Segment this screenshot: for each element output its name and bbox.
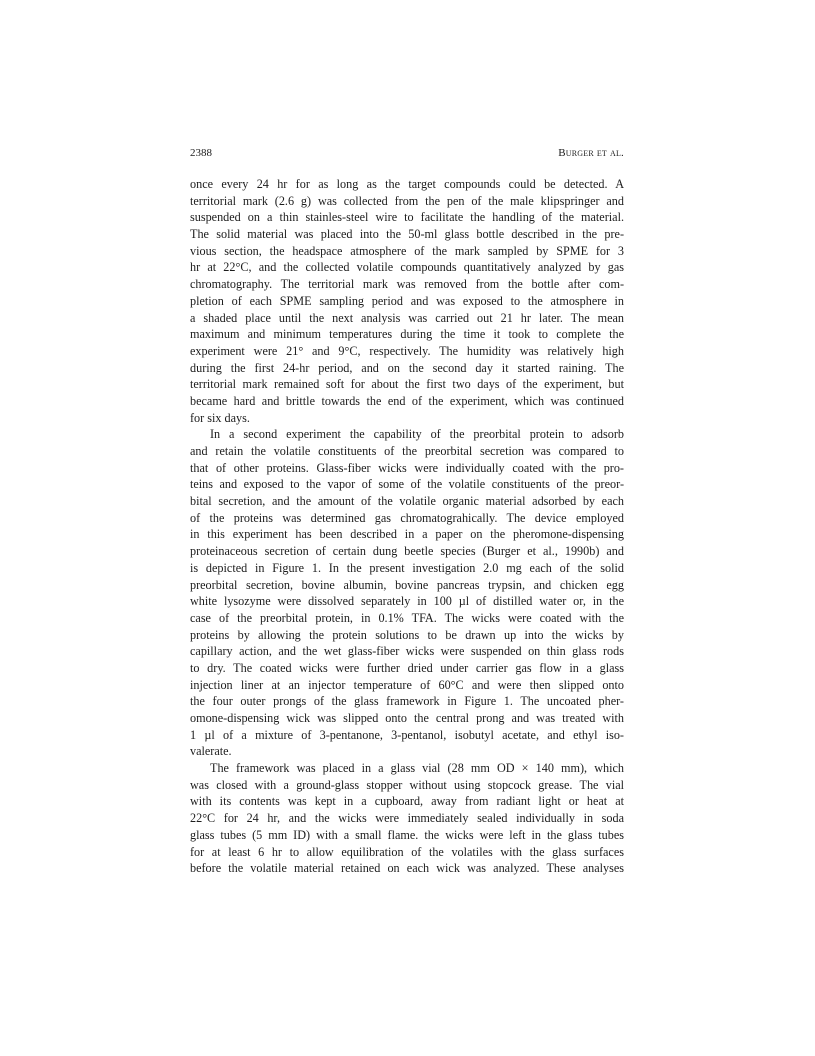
text-line: that of other proteins. Glass-fiber wicks were individually coated with the pro- <box>190 460 624 475</box>
text-line: preorbital secretion, bovine albumin, bovine pancreas trypsin, and chicken egg <box>190 577 624 592</box>
text-line: capillary action, and the wet glass-fiber wicks were suspended on thin glass rods <box>190 644 624 659</box>
text-line: is depicted in Figure 1. In the present investigation 2.0 mg each of the solid <box>190 560 624 575</box>
text-line: maximum and minimum temperatures during the time it took to complete the <box>190 327 624 342</box>
paragraph-first-line: In a second experiment the capability of the preorbital protein to adsorb <box>210 427 624 442</box>
paragraph-first-line: The framework was placed in a glass vial (28 mm OD × 140 mm), which <box>210 761 624 776</box>
text-line: vious section, the headspace atmosphere of the mark sampled by SPME for 3 <box>190 243 624 258</box>
text-line: omone-dispensing wick was slipped onto the central prong and was treated with <box>190 711 624 725</box>
text-line: proteinaceous secretion of certain dung beetle species (Burger et al., 1990b) and <box>190 544 624 559</box>
text-line: suspended on a thin stainles-steel wire to facilitate the handling of the material. <box>190 210 624 225</box>
text-line: case of the preorbital protein, in 0.1% TFA. The wicks were coated with the <box>190 610 624 625</box>
text-line: territorial mark remained soft for about the first two days of the experiment, but <box>190 377 624 392</box>
text-line: to dry. The coated wicks were further dried under carrier gas flow in a glass <box>190 660 624 675</box>
text-line: and retain the volatile constituents of the preorbital secretion was compared to <box>190 444 624 458</box>
text-line: became hard and brittle towards the end of the experiment, which was continued <box>190 393 624 408</box>
paragraph-last-line: for six days. <box>190 410 250 425</box>
text-line: in this experiment has been described in a paper on the pheromone-dispensing <box>190 527 624 542</box>
text-line: chromatography. The territorial mark was removed from the bottle after com- <box>190 277 624 292</box>
paragraph-last-line: valerate. <box>190 744 232 759</box>
text-line: the four outer prongs of the glass framework in Figure 1. The uncoated pher- <box>190 694 624 709</box>
text-line: 1 µl of a mixture of 3-pentanone, 3-pentanol, isobutyl acetate, and ethyl iso- <box>190 727 624 742</box>
page-number: 2388 <box>190 147 212 159</box>
text-line: white lysozyme were dissolved separately in 100 µl of distilled water or, in the <box>190 594 624 609</box>
text-line: for at least 6 hr to allow equilibration of the volatiles with the glass surfaces <box>190 844 624 859</box>
text-line: glass tubes (5 mm ID) with a small flame. the wicks were left in the glass tubes <box>190 827 624 842</box>
text-line: during the first 24-hr period, and on the second day it started raining. The <box>190 360 624 375</box>
text-line: teins and exposed to the vapor of some of the volatile constituents of the preor- <box>190 477 624 492</box>
text-line: proteins by allowing the protein solutions to be drawn up into the wicks by <box>190 627 624 642</box>
text-line: injection liner at an injector temperature of 60°C and were then slipped onto <box>190 677 624 692</box>
text-line: once every 24 hr for as long as the target compounds could be detected. A <box>190 177 624 191</box>
text-line: 22°C for 24 hr, and the wicks were immediately sealed individually in soda <box>190 811 624 826</box>
text-line: was closed with a ground-glass stopper without using stopcock grease. The vial <box>190 777 624 792</box>
text-line: before the volatile material retained on each wick was analyzed. These analyses <box>190 861 624 876</box>
text-line: hr at 22°C, and the collected volatile compounds quantitatively analyzed by gas <box>190 260 624 275</box>
text-line: pletion of each SPME sampling period and was exposed to the atmosphere in <box>190 293 624 308</box>
text-line: of the proteins was determined gas chromatograhically. The device employed <box>190 510 624 525</box>
body-text <box>190 176 624 877</box>
text-line: bital secretion, and the amount of the volatile organic material adsorbed by each <box>190 494 624 509</box>
running-head <box>190 144 624 162</box>
text-line: a shaded place until the next analysis was carried out 21 hr later. The mean <box>190 310 624 325</box>
text-line: with its contents was kept in a cupboard, away from radiant light or heat at <box>190 794 624 809</box>
text-line: territorial mark (2.6 g) was collected from the pen of the male klipspringer and <box>190 193 624 208</box>
text-line: experiment were 21° and 9°C, respectively. The humidity was relatively high <box>190 343 624 358</box>
running-title: Burger et al. <box>558 147 624 159</box>
text-line: The solid material was placed into the 50-ml glass bottle described in the pre- <box>190 227 624 242</box>
